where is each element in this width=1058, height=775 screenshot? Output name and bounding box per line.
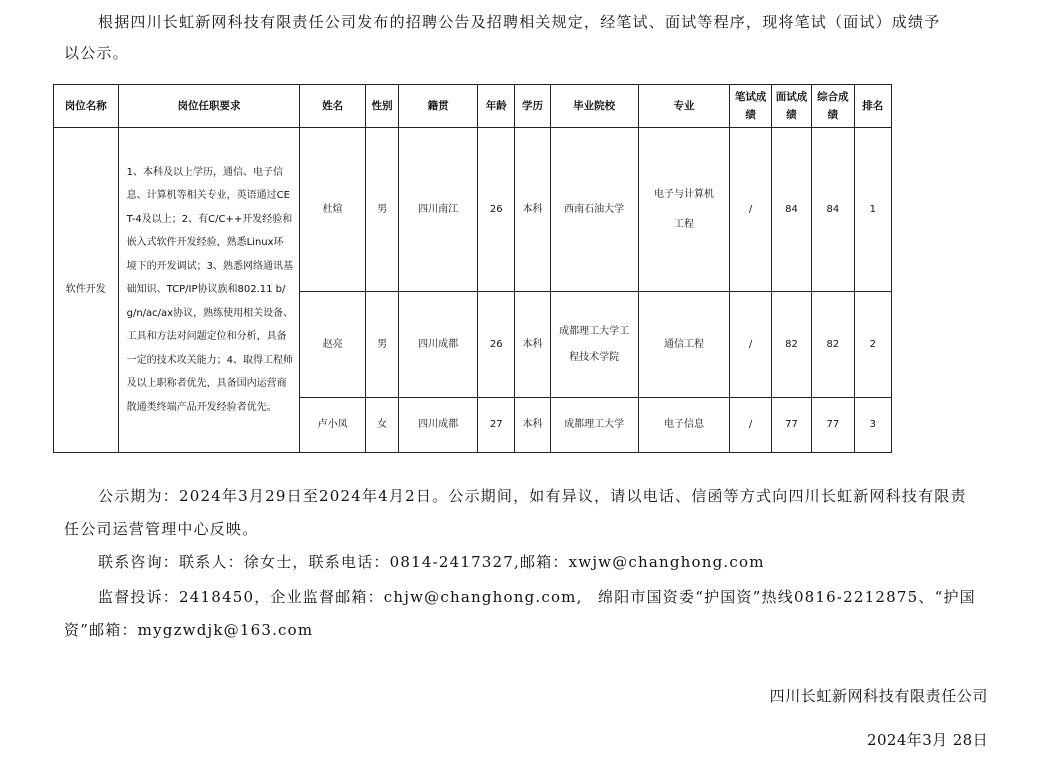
header-origin: 籍贯	[399, 85, 478, 128]
gender-cell: 男	[365, 292, 398, 398]
header-school: 毕业院校	[550, 85, 638, 128]
header-written: 笔试成绩	[730, 85, 771, 128]
origin-cell: 四川南江	[399, 128, 478, 292]
signature-company: 四川长虹新网科技有限责任公司	[769, 687, 988, 705]
contact-line: 联系咨询：联系人：徐女士，联系电话：0814-2417327,邮箱：xwjw@changhong.com	[98, 553, 765, 571]
header-name: 姓名	[300, 85, 366, 128]
overall-score-cell: 84	[812, 128, 854, 292]
intro-line-1: 根据四川长虹新网科技有限责任公司发布的招聘公告及招聘相关规定，经笔试、面试等程序，现将笔试（面试）成绩予	[98, 13, 941, 31]
complaint-line-2: 资”邮箱：mygzwdjk@163.com	[64, 621, 314, 639]
school-cell: 成都理工大学	[550, 398, 638, 453]
gender-cell: 男	[365, 128, 398, 292]
interview-score-cell: 82	[771, 292, 811, 398]
origin-cell: 四川成都	[399, 292, 478, 398]
header-requirements: 岗位任职要求	[118, 85, 300, 128]
table-header-row	[54, 85, 892, 128]
major-cell: 电子与计算机工程	[638, 128, 730, 292]
written-score-cell: /	[730, 128, 771, 292]
complaint-line-a: 监督投诉：2418450，企业监督邮箱：chjw@changhong.com,	[98, 588, 583, 606]
signature-date: 2024年3月 28日	[867, 731, 988, 749]
header-interview: 面试成绩	[771, 85, 811, 128]
header-education: 学历	[515, 85, 550, 128]
origin-cell: 四川成都	[399, 398, 478, 453]
school-cell: 西南石油大学	[550, 128, 638, 292]
age-cell: 27	[478, 398, 515, 453]
header-major: 专业	[638, 85, 730, 128]
overall-score-cell: 77	[812, 398, 854, 453]
name-cell: 卢小凤	[300, 398, 366, 453]
results-table	[53, 84, 892, 453]
header-position: 岗位名称	[54, 85, 119, 128]
written-score-cell: /	[730, 292, 771, 398]
rank-cell: 2	[854, 292, 891, 398]
requirements-cell: 1、本科及以上学历，通信、电子信息、计算机等相关专业，英语通过CET-4及以上；2、有C/C++开发经验和嵌入式软件开发经验，熟悉Linux环境下的开发调试；3、熟悉网络通讯基础知识、TCP/IP协议族和802.11 b/g/n/ac/ax协议，熟练使用相关设备、工具和方法对问题定位和分析，具备一定的技术攻关能力；4、取得工程师及以上职称者优先，具备国内运营商散通类终端产品开发经验者优先。	[118, 128, 300, 453]
complaint-line-b: 绵阳市国资委“护国资”热线0816-2212875、“护国	[598, 588, 976, 606]
education-cell: 本科	[515, 398, 550, 453]
header-age: 年龄	[478, 85, 515, 128]
written-score-cell: /	[730, 398, 771, 453]
table-row	[54, 128, 892, 292]
rank-cell: 3	[854, 398, 891, 453]
age-cell: 26	[478, 128, 515, 292]
major-cell: 通信工程	[638, 292, 730, 398]
gender-cell: 女	[365, 398, 398, 453]
rank-cell: 1	[854, 128, 891, 292]
age-cell: 26	[478, 292, 515, 398]
intro-line-2: 以公示。	[64, 44, 129, 62]
notice-period-line-1: 公示期为：2024年3月29日至2024年4月2日。公示期间，如有异议，请以电话、信函等方式向四川长虹新网科技有限责	[98, 487, 967, 505]
interview-score-cell: 84	[771, 128, 811, 292]
notice-period-line-2: 任公司运营管理中心反映。	[64, 520, 259, 538]
name-cell: 赵亮	[300, 292, 366, 398]
header-rank: 排名	[854, 85, 891, 128]
school-cell: 成都理工大学工程技术学院	[550, 292, 638, 398]
position-cell: 软件开发	[54, 128, 119, 453]
education-cell: 本科	[515, 292, 550, 398]
major-cell: 电子信息	[638, 398, 730, 453]
name-cell: 杜煊	[300, 128, 366, 292]
header-overall: 综合成绩	[812, 85, 854, 128]
overall-score-cell: 82	[812, 292, 854, 398]
interview-score-cell: 77	[771, 398, 811, 453]
header-gender: 性别	[365, 85, 398, 128]
education-cell: 本科	[515, 128, 550, 292]
